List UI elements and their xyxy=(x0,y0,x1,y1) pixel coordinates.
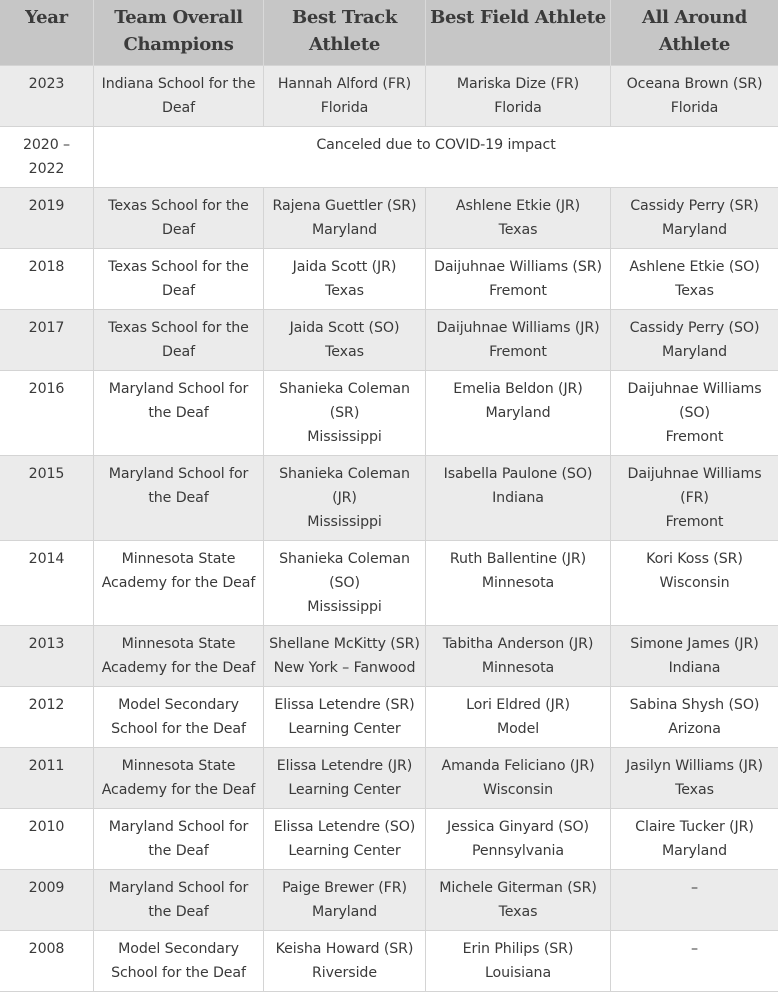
cell-text: Academy for the Deaf xyxy=(97,571,260,595)
cell-text: Texas xyxy=(614,279,775,303)
cell-text: Shanieka Coleman xyxy=(267,377,422,401)
cell-best-field-athlete xyxy=(426,931,611,992)
cell-text: Sabina Shysh (SO) xyxy=(614,693,775,717)
cell-text: Cassidy Perry (SO) xyxy=(614,316,775,340)
cell-year xyxy=(0,249,94,310)
cell-team-champion xyxy=(94,748,264,809)
header-text: Team Overall xyxy=(114,7,243,28)
cell-text: Maryland School for xyxy=(97,876,260,900)
cell-text: – xyxy=(614,876,775,900)
table-row xyxy=(0,870,778,931)
cell-text: School for the Deaf xyxy=(97,717,260,741)
cell-team-champion xyxy=(94,66,264,127)
cell-best-track-athlete xyxy=(264,188,426,249)
cell-text: Keisha Howard (SR) xyxy=(267,937,422,961)
cell-text: (FR) xyxy=(614,486,775,510)
header-text: Athlete xyxy=(309,34,380,55)
cell-text: 2009 xyxy=(3,876,90,900)
header-all-around-athlete xyxy=(611,0,778,66)
cell-team-champion xyxy=(94,626,264,687)
cell-text: Maryland xyxy=(267,900,422,924)
cell-text: Texas xyxy=(267,279,422,303)
cell-text: (SO) xyxy=(614,401,775,425)
cell-best-track-athlete xyxy=(264,310,426,371)
cell-text: Maryland xyxy=(614,218,775,242)
cell-best-field-athlete xyxy=(426,66,611,127)
cell-all-around-athlete xyxy=(611,371,778,456)
cell-year xyxy=(0,127,94,188)
cell-best-field-athlete xyxy=(426,626,611,687)
cell-all-around-athlete xyxy=(611,870,778,931)
cell-all-around-athlete xyxy=(611,687,778,748)
cell-best-track-athlete xyxy=(264,541,426,626)
cell-text: Texas School for the xyxy=(97,194,260,218)
header-team-overall-champions xyxy=(94,0,264,66)
cell-text: Maryland xyxy=(429,401,607,425)
cell-text: Elissa Letendre (JR) xyxy=(267,754,422,778)
cell-text: 2016 xyxy=(3,377,90,401)
cell-best-field-athlete xyxy=(426,188,611,249)
cell-text: Cassidy Perry (SR) xyxy=(614,194,775,218)
table-row xyxy=(0,456,778,541)
cell-best-field-athlete xyxy=(426,456,611,541)
cell-text: Tabitha Anderson (JR) xyxy=(429,632,607,656)
cell-best-track-athlete xyxy=(264,809,426,870)
cell-text: Jaida Scott (JR) xyxy=(267,255,422,279)
cell-text: the Deaf xyxy=(97,486,260,510)
cell-text: 2013 xyxy=(3,632,90,656)
cell-all-around-athlete xyxy=(611,748,778,809)
cell-team-champion xyxy=(94,188,264,249)
table-row xyxy=(0,626,778,687)
cell-text: Isabella Paulone (SO) xyxy=(429,462,607,486)
cell-text: Maryland School for xyxy=(97,377,260,401)
cell-best-track-athlete xyxy=(264,456,426,541)
cell-text: Fremont xyxy=(429,279,607,303)
cell-team-champion xyxy=(94,931,264,992)
cell-text: Rajena Guettler (SR) xyxy=(267,194,422,218)
cell-team-champion xyxy=(94,687,264,748)
cell-text: Fremont xyxy=(429,340,607,364)
cell-text: Riverside xyxy=(267,961,422,985)
cell-year xyxy=(0,310,94,371)
cell-text: Florida xyxy=(429,96,607,120)
cell-text: 2019 xyxy=(3,194,90,218)
cell-all-around-athlete xyxy=(611,809,778,870)
cell-year xyxy=(0,456,94,541)
cell-team-champion xyxy=(94,809,264,870)
cell-text: Texas xyxy=(429,900,607,924)
cell-all-around-athlete xyxy=(611,456,778,541)
cell-text: Minnesota State xyxy=(97,754,260,778)
cell-text: Fremont xyxy=(614,425,775,449)
cell-text: Maryland xyxy=(614,839,775,863)
cell-text: (SO) xyxy=(267,571,422,595)
cell-text: Maryland xyxy=(614,340,775,364)
cell-text: Shanieka Coleman xyxy=(267,547,422,571)
cell-text: the Deaf xyxy=(97,839,260,863)
cell-text: Deaf xyxy=(97,340,260,364)
cell-text: Minnesota xyxy=(429,656,607,680)
cell-text: Florida xyxy=(614,96,775,120)
cell-text: 2010 xyxy=(3,815,90,839)
cell-text: 2023 xyxy=(3,72,90,96)
cell-text: Texas xyxy=(429,218,607,242)
cell-text: Lori Eldred (JR) xyxy=(429,693,607,717)
cell-text: Mississippi xyxy=(267,595,422,619)
cell-text: the Deaf xyxy=(97,401,260,425)
cell-text: Pennsylvania xyxy=(429,839,607,863)
table-row xyxy=(0,127,778,188)
cell-text: 2017 xyxy=(3,316,90,340)
cell-text: Mississippi xyxy=(267,425,422,449)
cell-best-field-athlete xyxy=(426,310,611,371)
cell-best-track-athlete xyxy=(264,249,426,310)
cell-text: Ashlene Etkie (SO) xyxy=(614,255,775,279)
cell-text: Model Secondary xyxy=(97,937,260,961)
cell-text: Louisiana xyxy=(429,961,607,985)
cell-text: 2014 xyxy=(3,547,90,571)
header-best-track-athlete xyxy=(264,0,426,66)
cell-text: Shanieka Coleman xyxy=(267,462,422,486)
cell-best-track-athlete xyxy=(264,626,426,687)
cell-text: Arizona xyxy=(614,717,775,741)
cell-text: Shellane McKitty (SR) xyxy=(267,632,422,656)
cell-text: Minnesota State xyxy=(97,632,260,656)
cell-text: Texas xyxy=(267,340,422,364)
cell-text: Academy for the Deaf xyxy=(97,656,260,680)
cell-all-around-athlete xyxy=(611,541,778,626)
cell-best-field-athlete xyxy=(426,748,611,809)
cell-text: Erin Philips (SR) xyxy=(429,937,607,961)
cell-note xyxy=(94,127,778,188)
table-row xyxy=(0,687,778,748)
table-row xyxy=(0,809,778,870)
cell-year xyxy=(0,748,94,809)
cell-text: Learning Center xyxy=(267,717,422,741)
table-row xyxy=(0,66,778,127)
cell-text: Indiana xyxy=(429,486,607,510)
cell-text: 2012 xyxy=(3,693,90,717)
cell-text: Deaf xyxy=(97,218,260,242)
table-row xyxy=(0,931,778,992)
cell-all-around-athlete xyxy=(611,249,778,310)
cell-best-field-athlete xyxy=(426,541,611,626)
header-text: All Around xyxy=(642,7,747,28)
header-text: Best Track xyxy=(292,7,397,28)
cell-best-track-athlete xyxy=(264,870,426,931)
cell-text: Wisconsin xyxy=(429,778,607,802)
cell-team-champion xyxy=(94,310,264,371)
cell-team-champion xyxy=(94,371,264,456)
cell-year xyxy=(0,188,94,249)
cell-best-field-athlete xyxy=(426,870,611,931)
cell-text: Oceana Brown (SR) xyxy=(614,72,775,96)
cell-all-around-athlete xyxy=(611,188,778,249)
cell-text: 2020 – xyxy=(3,133,90,157)
cell-text: Learning Center xyxy=(267,778,422,802)
header-text: Best Field Athlete xyxy=(430,7,606,28)
cell-text: Wisconsin xyxy=(614,571,775,595)
cell-text: Texas xyxy=(614,778,775,802)
cell-text: 2008 xyxy=(3,937,90,961)
cell-year xyxy=(0,870,94,931)
cell-text: 2018 xyxy=(3,255,90,279)
header-year xyxy=(0,0,94,66)
cell-team-champion xyxy=(94,541,264,626)
table-row xyxy=(0,310,778,371)
cell-text: Maryland School for xyxy=(97,815,260,839)
cell-year xyxy=(0,931,94,992)
cell-best-track-athlete xyxy=(264,66,426,127)
cell-text: Daijuhnae Williams xyxy=(614,377,775,401)
cell-all-around-athlete xyxy=(611,310,778,371)
cell-text: Minnesota State xyxy=(97,547,260,571)
cell-best-field-athlete xyxy=(426,809,611,870)
cell-text: – xyxy=(614,937,775,961)
cell-text: 2022 xyxy=(3,157,90,181)
cell-text: Academy for the Deaf xyxy=(97,778,260,802)
cell-text: Jaida Scott (SO) xyxy=(267,316,422,340)
cell-text: Indiana xyxy=(614,656,775,680)
cell-text: (SR) xyxy=(267,401,422,425)
table-row xyxy=(0,249,778,310)
cell-best-track-athlete xyxy=(264,687,426,748)
table-body xyxy=(0,66,778,992)
cell-text: Texas School for the xyxy=(97,316,260,340)
cell-text: Learning Center xyxy=(267,839,422,863)
cell-text: Maryland xyxy=(267,218,422,242)
cell-text: Mariska Dize (FR) xyxy=(429,72,607,96)
cell-best-field-athlete xyxy=(426,249,611,310)
header-row xyxy=(0,0,778,66)
header-best-field-athlete xyxy=(426,0,611,66)
header-text: Athlete xyxy=(659,34,730,55)
cell-text: Daijuhnae Williams (SR) xyxy=(429,255,607,279)
cell-best-field-athlete xyxy=(426,371,611,456)
cell-text: Jessica Ginyard (SO) xyxy=(429,815,607,839)
cell-text: (JR) xyxy=(267,486,422,510)
cell-text: Ashlene Etkie (JR) xyxy=(429,194,607,218)
cell-all-around-athlete xyxy=(611,931,778,992)
cell-all-around-athlete xyxy=(611,66,778,127)
cell-year xyxy=(0,626,94,687)
cell-team-champion xyxy=(94,456,264,541)
cell-text: Amanda Feliciano (JR) xyxy=(429,754,607,778)
header-text: Champions xyxy=(123,34,233,55)
cell-text: Daijuhnae Williams (JR) xyxy=(429,316,607,340)
cell-best-track-athlete xyxy=(264,931,426,992)
cell-text: Elissa Letendre (SO) xyxy=(267,815,422,839)
cell-all-around-athlete xyxy=(611,626,778,687)
cell-text: Hannah Alford (FR) xyxy=(267,72,422,96)
cell-text: Indiana School for the xyxy=(97,72,260,96)
cell-text: Ruth Ballentine (JR) xyxy=(429,547,607,571)
table-row xyxy=(0,541,778,626)
table-row xyxy=(0,371,778,456)
table-row xyxy=(0,748,778,809)
cell-text: Model xyxy=(429,717,607,741)
cell-year xyxy=(0,371,94,456)
cell-text: Deaf xyxy=(97,279,260,303)
cell-year xyxy=(0,687,94,748)
cell-text: 2011 xyxy=(3,754,90,778)
cell-team-champion xyxy=(94,870,264,931)
cell-year xyxy=(0,809,94,870)
cell-text: Jasilyn Williams (JR) xyxy=(614,754,775,778)
cell-text: Paige Brewer (FR) xyxy=(267,876,422,900)
cell-text: Florida xyxy=(267,96,422,120)
note-text: Canceled due to COVID-19 impact xyxy=(97,133,775,157)
cell-text: Model Secondary xyxy=(97,693,260,717)
cell-text: Mississippi xyxy=(267,510,422,534)
cell-text: Minnesota xyxy=(429,571,607,595)
cell-text: Texas School for the xyxy=(97,255,260,279)
header-text: Year xyxy=(25,7,68,28)
cell-text: Deaf xyxy=(97,96,260,120)
cell-year xyxy=(0,541,94,626)
table-row xyxy=(0,188,778,249)
cell-text: the Deaf xyxy=(97,900,260,924)
cell-best-track-athlete xyxy=(264,371,426,456)
cell-text: New York – Fanwood xyxy=(267,656,422,680)
cell-text: Daijuhnae Williams xyxy=(614,462,775,486)
cell-text: Emelia Beldon (JR) xyxy=(429,377,607,401)
cell-text: Simone James (JR) xyxy=(614,632,775,656)
cell-text: Maryland School for xyxy=(97,462,260,486)
cell-year xyxy=(0,66,94,127)
cell-text: Elissa Letendre (SR) xyxy=(267,693,422,717)
cell-team-champion xyxy=(94,249,264,310)
cell-best-track-athlete xyxy=(264,748,426,809)
cell-text: Michele Giterman (SR) xyxy=(429,876,607,900)
cell-best-field-athlete xyxy=(426,687,611,748)
cell-text: 2015 xyxy=(3,462,90,486)
cell-text: Claire Tucker (JR) xyxy=(614,815,775,839)
cell-text: Kori Koss (SR) xyxy=(614,547,775,571)
cell-text: School for the Deaf xyxy=(97,961,260,985)
cell-text: Fremont xyxy=(614,510,775,534)
